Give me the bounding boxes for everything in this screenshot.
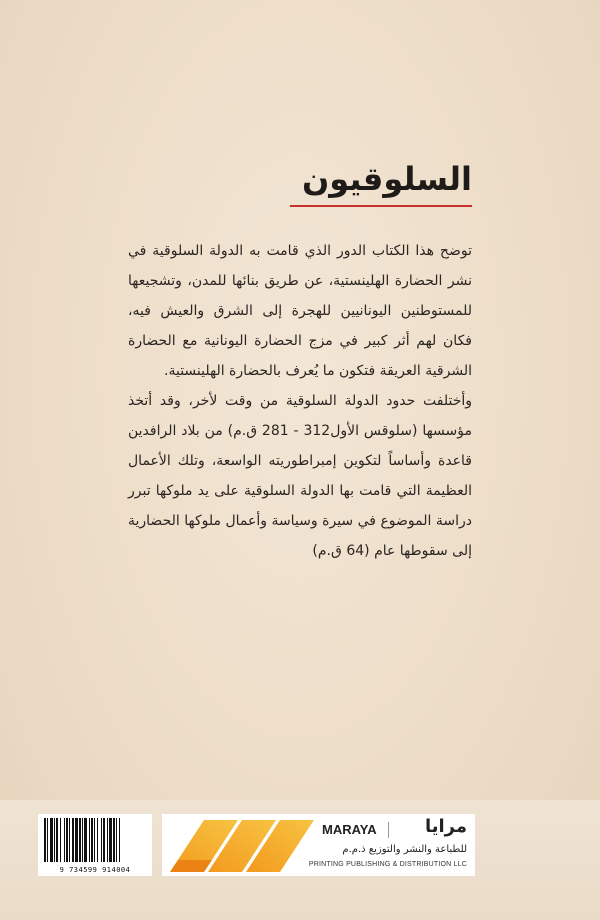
barcode-number: 9 734599 914004: [59, 866, 131, 874]
barcode: [38, 814, 152, 876]
barcode-bars-icon: [42, 818, 148, 862]
publisher-divider: [388, 822, 389, 838]
paragraph-1: توضح هذا الكتاب الدور الذي قامت به الدولة السلوقية في نشر الحضارة الهلينستية، عن طريق بنائها للمدن، وتشجيعها للمستوطنين اليونانيين للهجرة إلى الشرق والعيش فيه، فكان لهم أثر كبير في مزج الحضارة اليونانية مع الحضارة الشرقية العريقة فتكون ما يُعرف بالحضارة الهلينستية.: [128, 243, 472, 379]
publisher-subtitle-english: PRINTING PUBLISHING & DISTRIBUTION LLC: [308, 861, 467, 868]
paragraph-2: وأختلفت حدود الدولة السلوقية من وقت لأخر، وقد أتخذ مؤسسها (سلوقس الأول312 - 281 ق.م) من بلاد الرافدين قاعدة وأساساً لتكوين إمبراطوريته الواسعة، وتلك الأعمال العظيمة التي قامت بها الدولة السلوقية على يد ملوكها تبرر دراسة الموضوع في سيرة وسياسة وأعمال ملوكها الحضارية إلى سقوطها عام (64 ق.م): [128, 393, 473, 559]
publisher-name-latin: MARAYA: [322, 822, 377, 837]
title-underline: [290, 205, 472, 207]
publisher-name-arabic: مرايا: [424, 816, 467, 837]
back-cover-text: [128, 236, 472, 566]
book-title: السلوقيون: [301, 160, 472, 198]
maraya-m-logo-icon: [168, 816, 318, 874]
publisher-subtitle-arabic: للطباعة والنشر والتوزيع ذ.م.م: [342, 844, 467, 855]
publisher-logo-box: [162, 814, 475, 876]
